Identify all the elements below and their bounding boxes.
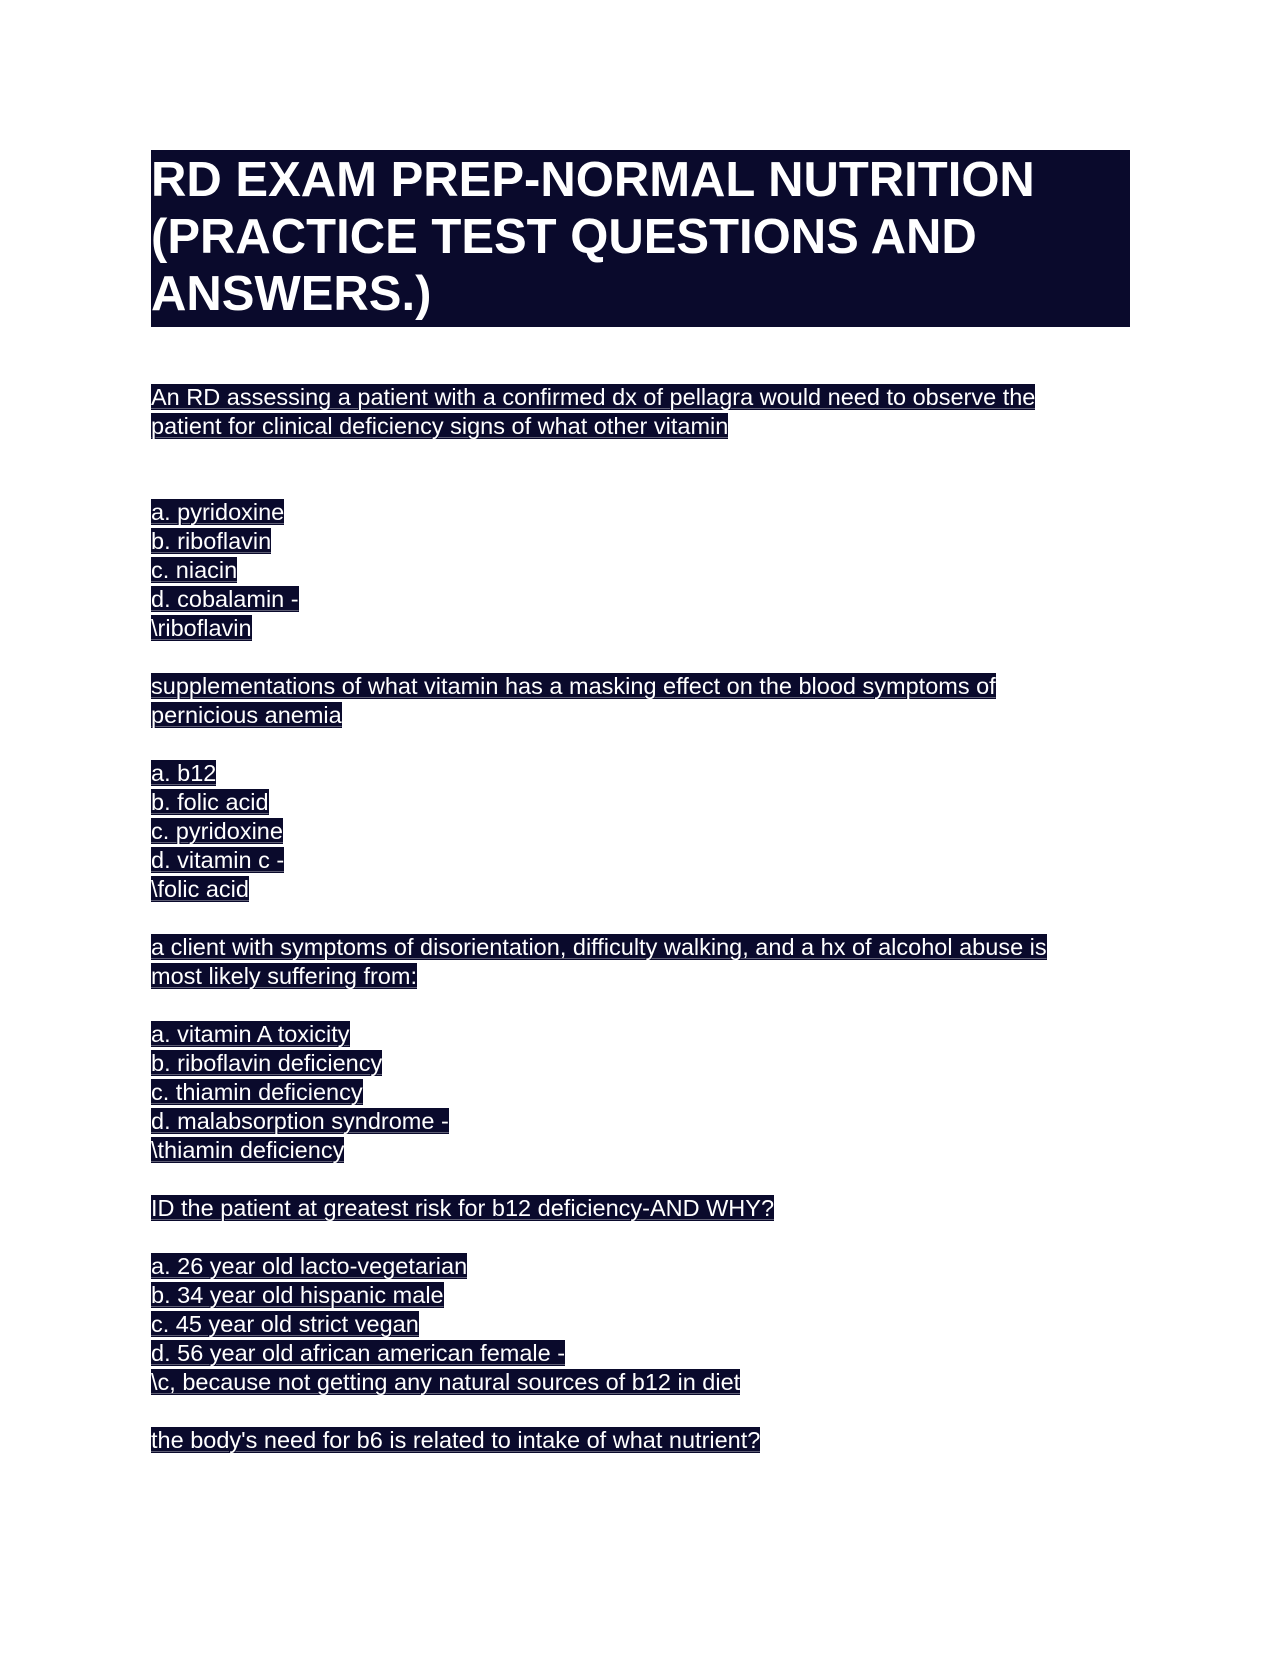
question-text: a client with symptoms of disorientation, difficulty walking, and a hx of alcohol abuse is: [151, 934, 1047, 960]
option-text: a. b12: [151, 760, 217, 786]
question-1-options: [151, 498, 1130, 643]
title-line: RD EXAM PREP-NORMAL NUTRITION: [151, 153, 1035, 207]
answer-text: \folic acid: [151, 876, 249, 902]
option-text: b. folic acid: [151, 789, 269, 815]
title-line: (PRACTICE TEST QUESTIONS AND: [151, 210, 977, 264]
question-text: the body's need for b6 is related to intake of what nutrient?: [151, 1427, 761, 1453]
option-text: c. niacin: [151, 557, 238, 583]
option-text: d. malabsorption syndrome -: [151, 1108, 449, 1134]
option-text: a. 26 year old lacto-vegetarian: [151, 1253, 468, 1279]
answer-text: \thiamin deficiency: [151, 1137, 345, 1163]
option-text: b. riboflavin deficiency: [151, 1050, 383, 1076]
question-text: supplementations of what vitamin has a masking effect on the blood symptoms of: [151, 673, 996, 699]
option-text: d. cobalamin -: [151, 586, 299, 612]
option-text: a. pyridoxine: [151, 499, 285, 525]
document-title: [151, 150, 1130, 327]
question-text: pernicious anemia: [151, 702, 342, 728]
option-text: c. pyridoxine: [151, 818, 283, 844]
document-page: [151, 150, 1130, 1455]
question-4-options: [151, 1252, 1130, 1397]
title-line: ANSWERS.): [151, 267, 432, 321]
question-2: [151, 672, 1130, 730]
option-text: b. 34 year old hispanic male: [151, 1282, 444, 1308]
option-text: d. vitamin c -: [151, 847, 285, 873]
answer-text: \riboflavin: [151, 615, 252, 641]
question-3-options: [151, 1020, 1130, 1165]
question-1: [151, 383, 1130, 441]
question-2-options: [151, 759, 1130, 904]
question-text: ID the patient at greatest risk for b12 deficiency-AND WHY?: [151, 1195, 775, 1221]
question-5: [151, 1426, 1130, 1455]
option-text: c. thiamin deficiency: [151, 1079, 363, 1105]
answer-text: \c, because not getting any natural sources of b12 in diet: [151, 1369, 741, 1395]
option-text: a. vitamin A toxicity: [151, 1021, 350, 1047]
question-4: [151, 1194, 1130, 1223]
question-text: most likely suffering from:: [151, 963, 417, 989]
option-text: b. riboflavin: [151, 528, 272, 554]
question-3: [151, 933, 1130, 991]
question-text: patient for clinical deficiency signs of what other vitamin: [151, 413, 729, 439]
option-text: d. 56 year old african american female -: [151, 1340, 566, 1366]
option-text: c. 45 year old strict vegan: [151, 1311, 419, 1337]
question-text: An RD assessing a patient with a confirmed dx of pellagra would need to observe the: [151, 384, 1036, 410]
